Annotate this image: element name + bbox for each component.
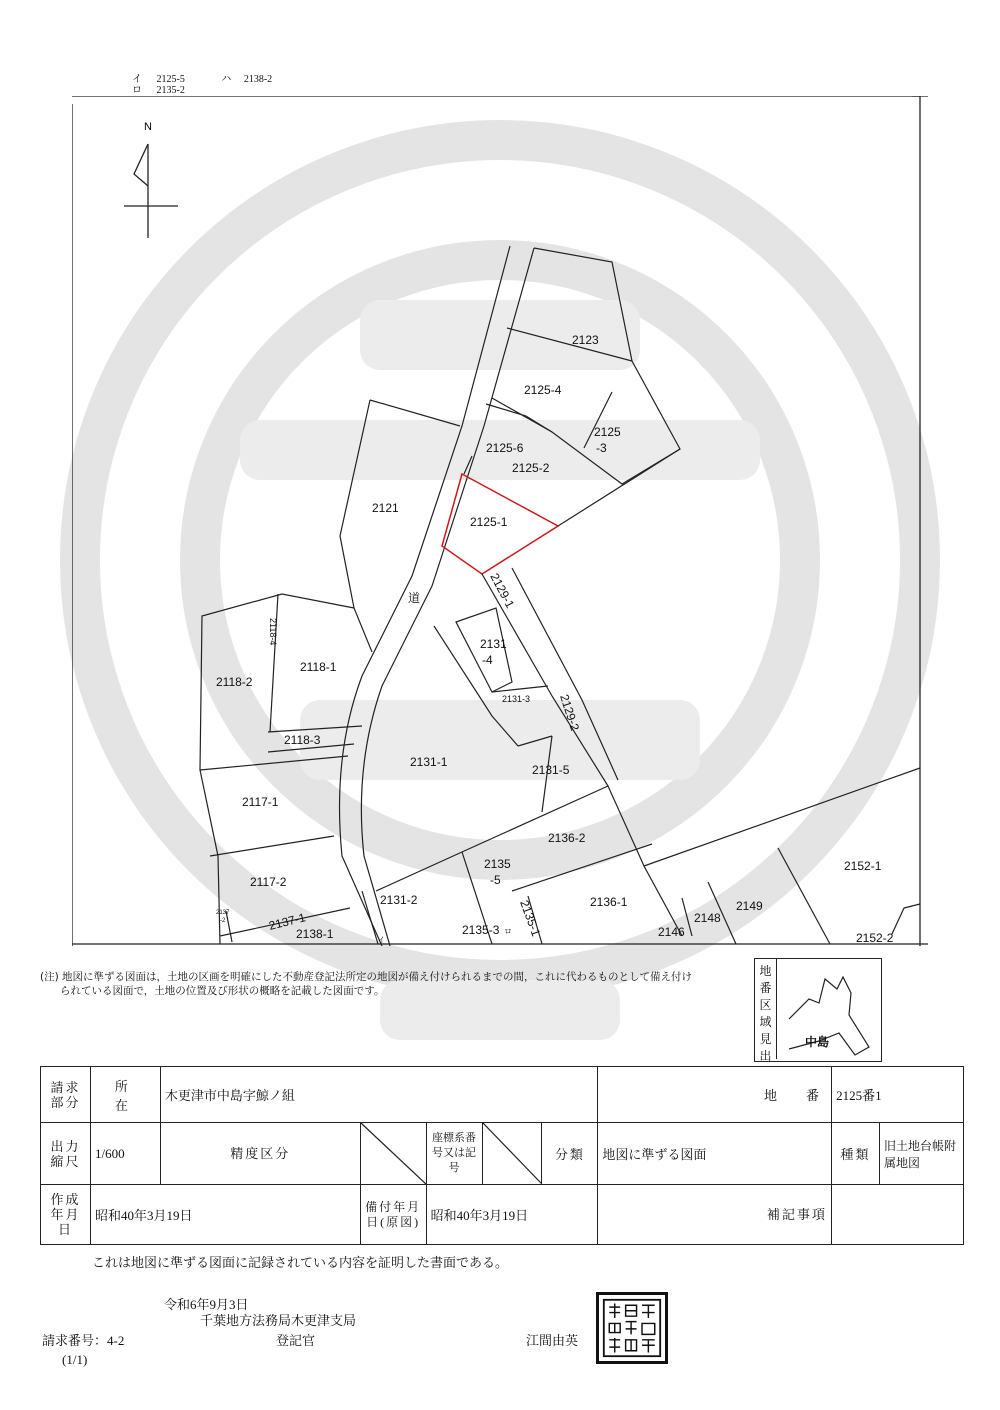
parcel-2118-1: 2118-1 (300, 660, 337, 674)
certificate-table (40, 1066, 964, 1245)
scale-value: 1/600 (90, 1123, 160, 1185)
parcel-2125-6: 2125-6 (486, 441, 524, 455)
certification-statement: これは地図に準ずる図面に記録されている内容を証明した書面である。 (92, 1255, 509, 1270)
parcel-2138-1: 2138-1 (296, 927, 334, 941)
installed-date-label: 備付年月日(原図) (360, 1185, 426, 1245)
parcel-2125-2: 2125-2 (512, 461, 550, 475)
legend-ha-label: ハ (221, 74, 232, 85)
parcel-2117-2: 2117-2 (250, 875, 287, 889)
parcel-2129-1: 2129-1 (487, 570, 518, 611)
scale-label: 出力縮尺 (41, 1123, 91, 1185)
parcel-2137-1: 2137-1 (267, 910, 307, 933)
request-number: 請求番号：4-2 (42, 1333, 125, 1348)
registrar-name: 江間由英 (526, 1333, 579, 1348)
note-line-1: (注) 地図に準ずる図面は，土地の区画を明確にした不動産登記法所定の地図が備え付けられるまでの間，これに代わるものとして備え付け (40, 971, 693, 983)
remarks-label: 補記事項 (598, 1185, 832, 1245)
parcel-2129-2: 2129-2 (557, 692, 583, 733)
remarks-value (832, 1185, 964, 1245)
request-section-label: 請求部分 (41, 1067, 91, 1123)
parcel-2137-2-bottom: -2 (220, 918, 226, 924)
page-count: (1/1) (62, 1352, 88, 1367)
class-label: 分類 (542, 1123, 598, 1185)
parcel-2118-4: 2118-4 (268, 618, 278, 646)
parcel-2135-3: 2135-3 (462, 923, 500, 937)
parcel-2131-4-bottom: -4 (482, 653, 493, 667)
parcel-2152-1: 2152-1 (844, 859, 882, 873)
official-seal (596, 1292, 668, 1364)
coordinate-label: 座標系番号又は記号 (426, 1123, 482, 1185)
parcel-map (72, 96, 928, 946)
parcel-2131-4-top: 2131 (480, 637, 507, 651)
legend-ro-label: ロ (132, 85, 142, 96)
parcel-2121: 2121 (372, 501, 399, 515)
parcel-i-mark: イ (378, 937, 385, 944)
location-label: 所 在 (90, 1067, 160, 1123)
location-value: 木更津市中島字鯨ノ組 (160, 1067, 597, 1123)
parcel-2136-1: 2136-1 (590, 895, 628, 909)
parcel-2118-3: 2118-3 (284, 733, 321, 747)
class-value: 地図に準ずる図面 (598, 1123, 832, 1185)
parcel-2131-5: 2131-5 (532, 763, 570, 777)
parcel-2137-2-top: 2137 (216, 910, 230, 916)
parcel-2125-3-bottom: -3 (596, 441, 607, 455)
lot-area-index (754, 958, 882, 1062)
type-value: 旧土地台帳附属地図 (880, 1123, 964, 1185)
parcel-2148: 2148 (694, 911, 721, 925)
note-line-2: られている図面で，土地の位置及び形状の概略を記載した図面です。 (60, 985, 385, 997)
parcel-2152-2: 2152-2 (856, 931, 894, 945)
parcel-2118-2: 2118-2 (216, 675, 253, 689)
legend-i-value: 2125-5 (156, 74, 185, 85)
parcel-2131-2: 2131-2 (380, 893, 418, 907)
lot-number-value: 2125番1 (832, 1067, 964, 1123)
issuing-office: 千葉地方法務局木更津支局 (200, 1313, 357, 1328)
legend-ro-value: 2135-2 (156, 85, 185, 96)
parcel-2131-3: 2131-3 (502, 694, 531, 704)
parcel-2125-3-top: 2125 (594, 425, 621, 439)
index-label: 地番区域見出 (755, 959, 777, 1059)
parcel-2135-1: 2135-1 (517, 898, 544, 939)
legend-i-label: イ (132, 74, 142, 85)
created-date-value: 昭和40年3月19日 (90, 1185, 360, 1245)
parcel-2117-1: 2117-1 (242, 795, 279, 809)
coordinate-empty (482, 1123, 542, 1185)
parcel-2149: 2149 (736, 899, 763, 913)
issue-date: 令和6年9月3日 (164, 1297, 249, 1312)
parcel-2146: 2146 (658, 925, 685, 939)
type-label: 種類 (832, 1123, 880, 1185)
precision-empty (360, 1123, 426, 1185)
north-arrow-icon (124, 144, 178, 238)
parcel-2131-1: 2131-1 (410, 755, 448, 769)
north-label: N (144, 121, 152, 133)
precision-label: 精度区分 (160, 1123, 360, 1185)
parcel-ro-mark: ロ (504, 927, 512, 936)
registrar-title: 登記官 (276, 1333, 316, 1348)
parcel-2125-4: 2125-4 (524, 383, 562, 397)
parcel-2125-1: 2125-1 (470, 515, 508, 529)
road-label: 道 (408, 591, 421, 605)
created-date-label: 作成年月日 (41, 1185, 91, 1245)
index-area-name: 中島 (805, 1035, 830, 1049)
map-note (40, 970, 740, 998)
parcel-2135-5-bottom: -5 (490, 873, 501, 887)
legend-ha-value: 2138-2 (243, 74, 273, 85)
legend-row-2 (132, 81, 185, 96)
parcel-2123: 2123 (572, 333, 599, 347)
parcel-2135-5-top: 2135 (484, 857, 511, 871)
parcel-2136-2: 2136-2 (548, 831, 586, 845)
installed-date-value: 昭和40年3月19日 (426, 1185, 598, 1245)
lot-number-label: 地 番 (598, 1067, 832, 1123)
